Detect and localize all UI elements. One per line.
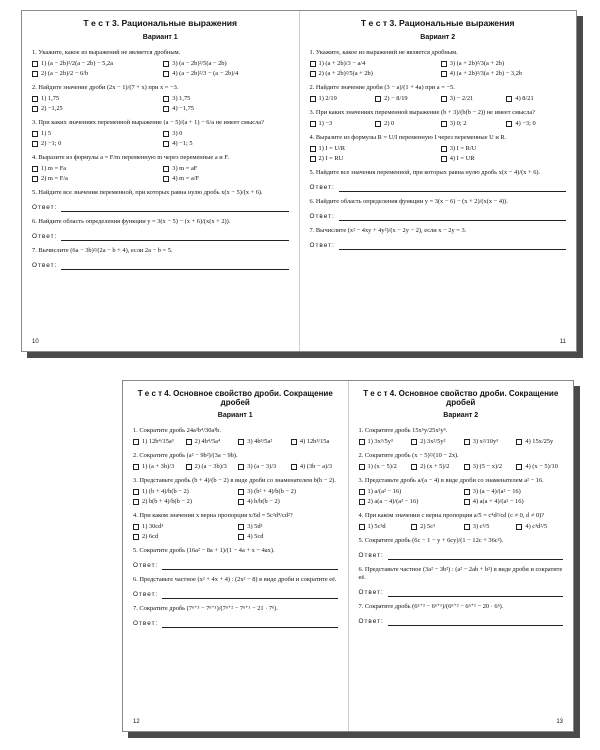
test-title: Т е с т 3. Рациональные выражения bbox=[360, 18, 515, 28]
question-text: 3. Представьте дробь a/(a − 4) в виде дроби со знаменателем a² − 16. bbox=[358, 477, 544, 485]
page-11 bbox=[299, 11, 577, 351]
checkbox[interactable] bbox=[411, 524, 417, 530]
answer-line[interactable] bbox=[162, 593, 337, 599]
page-number: 10 bbox=[32, 338, 39, 345]
checkbox[interactable] bbox=[238, 499, 244, 505]
question-4 bbox=[359, 512, 564, 531]
question-4 bbox=[32, 154, 289, 183]
question-text: 7. Сократите дробь (6ⁿ⁺³ − 6ⁿ⁺¹)/(6ⁿ⁺² − 6ⁿ⁺¹ − 20 · 6ⁿ). bbox=[358, 603, 504, 611]
option-4[interactable]: 4) b/b(b − 2) bbox=[238, 498, 337, 506]
checkbox[interactable] bbox=[186, 464, 192, 470]
question-text: 7. Сократите дробь (7ⁿ⁺³ − 7ⁿ⁺¹)/(7ⁿ⁺² − 7ⁿ⁺¹ − 21 · 7ⁿ). bbox=[133, 605, 278, 613]
option-4[interactable]: 4) −1; 5 bbox=[163, 140, 288, 148]
answer-options bbox=[32, 130, 289, 148]
option-3[interactable]: 3) I = R/U bbox=[441, 145, 566, 153]
answer-field[interactable]: Ответ: bbox=[133, 620, 338, 628]
question-text: 1. Сократите дробь 24a²b⁴/30a³b. bbox=[133, 427, 221, 435]
checkbox[interactable] bbox=[163, 141, 169, 147]
checkbox[interactable] bbox=[186, 439, 192, 445]
checkbox[interactable] bbox=[516, 524, 522, 530]
answer-field[interactable]: Ответ: bbox=[32, 262, 289, 270]
checkbox[interactable] bbox=[441, 156, 447, 162]
question-1 bbox=[359, 427, 564, 446]
question-text: 1. Укажите, какое из выражений не является дробным. bbox=[309, 48, 458, 56]
checkbox[interactable] bbox=[163, 71, 169, 77]
question-7 bbox=[310, 227, 567, 250]
bottom-page-spread bbox=[122, 380, 574, 732]
question-text: 4. При каком значении c верна пропорция a/5 = c⁴d²/cd (c ≠ 0, d ≠ 0)? bbox=[358, 512, 545, 520]
question-7 bbox=[32, 247, 289, 270]
question-4 bbox=[310, 134, 567, 163]
question-3 bbox=[359, 477, 564, 506]
page-number: 11 bbox=[559, 338, 566, 345]
option-4[interactable]: 4) (a + 2b)²/3(a + 2b) − 3,2b bbox=[441, 70, 566, 78]
option-1[interactable]: 1) (a + 3b)/3 bbox=[133, 463, 180, 471]
answer-options bbox=[310, 95, 567, 103]
answer-options bbox=[310, 145, 567, 163]
question-6 bbox=[133, 576, 338, 599]
question-text: 4. Выразите из формулы a = F/m переменную m через переменные a и F. bbox=[32, 153, 229, 161]
checkbox[interactable] bbox=[359, 499, 365, 505]
answer-options bbox=[32, 165, 289, 183]
answer-line[interactable] bbox=[61, 235, 288, 241]
question-5 bbox=[32, 189, 289, 212]
option-3[interactable]: 3) (a − 2b)²/5(a − 2b) bbox=[163, 60, 288, 68]
question-text: 2. Найдите значение дроби (3 − a)/(1 + 4a) при a = −5. bbox=[309, 83, 455, 91]
answer-line[interactable] bbox=[388, 620, 563, 626]
checkbox[interactable] bbox=[32, 166, 38, 172]
question-1 bbox=[310, 49, 567, 78]
checkbox[interactable] bbox=[506, 121, 512, 127]
checkbox[interactable] bbox=[291, 439, 297, 445]
checkbox[interactable] bbox=[359, 464, 365, 470]
option-1[interactable]: 1) m = Fa bbox=[32, 165, 157, 173]
option-4[interactable]: 4) c³d²/5 bbox=[516, 523, 563, 531]
question-text: 6. Представьте частное (x² + 4x + 4) : (2x² − 8) в виде дроби и сократите её. bbox=[133, 576, 337, 584]
checkbox[interactable] bbox=[32, 71, 38, 77]
answer-field[interactable]: Ответ: bbox=[310, 242, 567, 250]
question-5 bbox=[133, 547, 338, 570]
option-3[interactable]: 3) 1,75 bbox=[163, 95, 288, 103]
question-text: 7. Вычислите (6a − 3b)²/(2a − b + 4), если 2a − b = 5. bbox=[32, 246, 173, 254]
checkbox[interactable] bbox=[464, 464, 470, 470]
option-1[interactable]: 1) a/(a² − 16) bbox=[359, 488, 458, 496]
option-3[interactable]: 3) − 2/21 bbox=[441, 95, 501, 103]
checkbox[interactable] bbox=[375, 121, 381, 127]
question-text: 5. Найдите все значения переменной, при которых равна нулю дробь x(x − 5)/(x + 6). bbox=[32, 188, 263, 196]
checkbox[interactable] bbox=[310, 71, 316, 77]
question-text: 6. Найдите область определения функции y = 3(x − 6) − (x + 2)/(x(x − 4)). bbox=[309, 197, 508, 205]
checkbox[interactable] bbox=[163, 106, 169, 112]
option-2[interactable]: 2) (a − 2b)/2 − 6/b bbox=[32, 70, 157, 78]
option-2[interactable]: 2) b(b + 4)/b(b − 2) bbox=[133, 498, 232, 506]
option-4[interactable]: 4) a(a + 4)/(a² − 16) bbox=[464, 498, 563, 506]
option-4[interactable]: 4) 12b³/15a bbox=[291, 438, 338, 446]
question-text: 4. При каком значении x верна пропорция x/6d = 5c²d⁴/cd²? bbox=[133, 512, 293, 520]
question-5 bbox=[310, 169, 567, 192]
checkbox[interactable] bbox=[238, 534, 244, 540]
question-3 bbox=[32, 119, 289, 148]
question-text: 2. Сократите дробь (x − 5)²/(10 − 2x). bbox=[358, 452, 459, 460]
question-text: 3. При каких значениях переменной выражение (b + 3)/(b(b − 2)) не имеет смысла? bbox=[309, 108, 536, 116]
question-7 bbox=[133, 605, 338, 628]
answer-line[interactable] bbox=[61, 206, 288, 212]
variant-heading: Вариант 2 bbox=[420, 33, 456, 41]
answer-options bbox=[359, 523, 564, 531]
checkbox[interactable] bbox=[163, 96, 169, 102]
checkbox[interactable] bbox=[464, 524, 470, 530]
checkbox[interactable] bbox=[238, 439, 244, 445]
answer-field[interactable]: Ответ: bbox=[32, 204, 289, 212]
checkbox[interactable] bbox=[133, 534, 139, 540]
option-1[interactable]: 1) 5c³d bbox=[359, 523, 406, 531]
checkbox[interactable] bbox=[441, 71, 447, 77]
checkbox[interactable] bbox=[163, 176, 169, 182]
answer-field[interactable]: Ответ: bbox=[310, 184, 567, 192]
question-text: 2. Найдите значение дроби (2x − 1)/(7 + x) при x = −3. bbox=[32, 83, 179, 91]
checkbox[interactable] bbox=[238, 464, 244, 470]
option-4[interactable]: 4) I = UR bbox=[441, 155, 566, 163]
option-3[interactable]: 3) c³/5 bbox=[464, 523, 511, 531]
option-2[interactable]: 2) (x + 5)/2 bbox=[411, 463, 458, 471]
answer-line[interactable] bbox=[388, 554, 563, 560]
answer-line[interactable] bbox=[61, 264, 288, 270]
question-3 bbox=[133, 477, 338, 506]
variant-heading: Вариант 1 bbox=[142, 33, 178, 41]
option-4[interactable]: 4) (3b − a)/3 bbox=[291, 463, 338, 471]
checkbox[interactable] bbox=[411, 464, 417, 470]
option-4[interactable]: 4) −3; 0 bbox=[506, 120, 566, 128]
top-page-spread bbox=[21, 10, 577, 352]
test-title: Т е с т 3. Рациональные выражения bbox=[83, 18, 238, 28]
option-2[interactable]: 2) (a − 3b)/3 bbox=[186, 463, 233, 471]
page-number: 13 bbox=[556, 718, 563, 725]
question-1 bbox=[32, 49, 289, 78]
question-2 bbox=[310, 84, 567, 103]
answer-field[interactable]: Ответ: bbox=[133, 591, 338, 599]
question-text: 5. Сократите дробь (6c − 1 − y + 6cy)/(1 − 12c + 36c²). bbox=[358, 537, 504, 545]
option-1[interactable]: 1) I = U/R bbox=[310, 145, 435, 153]
question-text: 5. Найдите все значения переменной, при которых равна нулю дробь x(x − 4)/(x + 6). bbox=[309, 168, 541, 176]
option-2[interactable]: 2) (a + 2b)²/5(a + 2b) bbox=[310, 70, 435, 78]
checkbox[interactable] bbox=[163, 61, 169, 67]
answer-options bbox=[133, 438, 338, 446]
checkbox[interactable] bbox=[441, 121, 447, 127]
option-4[interactable]: 4) (a − 2b)²/3 − (a − 2b)/4 bbox=[163, 70, 288, 78]
answer-line[interactable] bbox=[388, 591, 563, 597]
answer-line[interactable] bbox=[162, 564, 337, 570]
answer-options bbox=[359, 438, 564, 446]
option-1[interactable]: 1) (x − 5)/2 bbox=[359, 463, 406, 471]
variant-heading: Вариант 2 bbox=[443, 412, 479, 420]
question-text: 3. Представьте дробь (b + 4)/(b − 2) в виде дроби со знаменателем b(b − 2). bbox=[133, 477, 336, 485]
question-1 bbox=[133, 427, 338, 446]
option-3[interactable]: 3) m = aF bbox=[163, 165, 288, 173]
option-4[interactable]: 4) 5cd bbox=[238, 533, 337, 541]
option-3[interactable]: 3) 0 bbox=[163, 130, 288, 138]
question-4 bbox=[133, 512, 338, 541]
option-1[interactable]: 1) 1,75 bbox=[32, 95, 157, 103]
option-3[interactable]: 3) (b² + 4)/b(b − 2) bbox=[238, 488, 337, 496]
question-text: 5. Сократите дробь (16a² − 8a + 1)/(1 − 4a + x − 4ax). bbox=[133, 547, 275, 555]
answer-options bbox=[32, 60, 289, 78]
page-number: 12 bbox=[133, 718, 140, 725]
checkbox[interactable] bbox=[506, 96, 512, 102]
option-1[interactable]: 1) 12b⁴/15a³ bbox=[133, 438, 180, 446]
checkbox[interactable] bbox=[359, 524, 365, 530]
checkbox[interactable] bbox=[516, 439, 522, 445]
checkbox[interactable] bbox=[291, 464, 297, 470]
question-text: 2. Сократите дробь (a² − 9b²)/(3a − 9b). bbox=[133, 452, 238, 460]
checkbox[interactable] bbox=[310, 146, 316, 152]
option-3[interactable]: 3) (a + 2b)²/3(a + 2b) bbox=[441, 60, 566, 68]
option-3[interactable]: 3) 5d³ bbox=[238, 523, 337, 531]
option-2[interactable]: 2) 4b⁴/5a⁴ bbox=[186, 438, 233, 446]
option-4[interactable]: 4) m = a/F bbox=[163, 175, 288, 183]
option-1[interactable]: 1) −3 bbox=[310, 120, 370, 128]
page-12 bbox=[123, 381, 348, 731]
option-3[interactable]: 3) 4b³/5a² bbox=[238, 438, 285, 446]
answer-field[interactable]: Ответ: bbox=[359, 618, 564, 626]
checkbox[interactable] bbox=[133, 464, 139, 470]
checkbox[interactable] bbox=[32, 106, 38, 112]
option-4[interactable]: 4) −1,75 bbox=[163, 105, 288, 113]
question-text: 6. Представьте частное (3a² − 3b²) : (a² − 2ab + b²) в виде дроби и сократите её. bbox=[358, 566, 563, 582]
option-2[interactable]: 2) 3x²/5y² bbox=[411, 438, 458, 446]
checkbox[interactable] bbox=[163, 131, 169, 137]
checkbox[interactable] bbox=[441, 146, 447, 152]
test-title: Т е с т 4. Основное свойство дроби. Сокращение дробей bbox=[363, 389, 559, 408]
option-2[interactable]: 2) −1; 0 bbox=[32, 140, 157, 148]
checkbox[interactable] bbox=[163, 166, 169, 172]
answer-line[interactable] bbox=[162, 622, 337, 628]
option-4[interactable]: 4) 15x/25y bbox=[516, 438, 563, 446]
checkbox[interactable] bbox=[516, 464, 522, 470]
question-2 bbox=[359, 452, 564, 471]
option-3[interactable]: 3) 0; 2 bbox=[441, 120, 501, 128]
checkbox[interactable] bbox=[32, 141, 38, 147]
checkbox[interactable] bbox=[238, 524, 244, 530]
checkbox[interactable] bbox=[359, 439, 365, 445]
test-title: Т е с т 4. Основное свойство дроби. Сокращение дробей bbox=[137, 389, 333, 408]
checkbox[interactable] bbox=[133, 489, 139, 495]
option-1[interactable]: 1) (b + 4)/b(b − 2) bbox=[133, 488, 232, 496]
question-3 bbox=[310, 109, 567, 128]
answer-field[interactable]: Ответ: bbox=[359, 552, 564, 560]
option-1[interactable]: 1) 2/19 bbox=[310, 95, 370, 103]
option-2[interactable]: 2) −1,25 bbox=[32, 105, 157, 113]
option-3[interactable]: 3) x²/10y³ bbox=[464, 438, 511, 446]
question-text: 4. Выразите из формулы R = U/I переменную I через переменные U и R. bbox=[309, 133, 507, 141]
option-4[interactable]: 4) (x − 5)/10 bbox=[516, 463, 563, 471]
answer-options bbox=[310, 120, 567, 128]
question-text: 1. Сократите дробь 15x⁵y/25x²y³. bbox=[358, 427, 448, 435]
checkbox[interactable] bbox=[441, 61, 447, 67]
question-5 bbox=[359, 537, 564, 560]
answer-options bbox=[310, 60, 567, 78]
option-3[interactable]: 3) (a − 4)/(a² − 16) bbox=[464, 488, 563, 496]
checkbox[interactable] bbox=[310, 61, 316, 67]
question-2 bbox=[32, 84, 289, 113]
answer-line[interactable] bbox=[339, 244, 566, 250]
option-1[interactable]: 1) (a + 2b)/3 − a/4 bbox=[310, 60, 435, 68]
answer-options bbox=[133, 523, 338, 541]
question-6 bbox=[32, 218, 289, 241]
checkbox[interactable] bbox=[32, 96, 38, 102]
checkbox[interactable] bbox=[359, 489, 365, 495]
answer-field[interactable]: Ответ: bbox=[359, 589, 564, 597]
checkbox[interactable] bbox=[238, 489, 244, 495]
question-7 bbox=[359, 603, 564, 626]
question-text: 6. Найдите область определения функции y = 3(x − 5) − (x + 6)/(x(x + 2)). bbox=[32, 217, 231, 225]
checkbox[interactable] bbox=[464, 439, 470, 445]
checkbox[interactable] bbox=[464, 489, 470, 495]
question-text: 7. Вычислите (x² − 4xy + 4y²)/(x − 2y − 2), если x − 2y = 3. bbox=[309, 226, 467, 234]
answer-field[interactable]: Ответ: bbox=[32, 233, 289, 241]
checkbox[interactable] bbox=[32, 176, 38, 182]
option-3[interactable]: 3) (a − 3)/3 bbox=[238, 463, 285, 471]
checkbox[interactable] bbox=[375, 96, 381, 102]
option-3[interactable]: 3) (5 − x)/2 bbox=[464, 463, 511, 471]
answer-options bbox=[359, 463, 564, 471]
option-1[interactable]: 1) (a − 2b)²/2(a − 2b) − 5,2a bbox=[32, 60, 157, 68]
answer-field[interactable]: Ответ: bbox=[133, 562, 338, 570]
option-1[interactable]: 1) 3x³/5y³ bbox=[359, 438, 406, 446]
checkbox[interactable] bbox=[411, 439, 417, 445]
checkbox[interactable] bbox=[133, 524, 139, 530]
checkbox[interactable] bbox=[441, 96, 447, 102]
answer-line[interactable] bbox=[339, 215, 566, 221]
checkbox[interactable] bbox=[32, 131, 38, 137]
option-2[interactable]: 2) 0 bbox=[375, 120, 435, 128]
answer-options bbox=[32, 95, 289, 113]
option-1[interactable]: 1) 30cd³ bbox=[133, 523, 232, 531]
checkbox[interactable] bbox=[464, 499, 470, 505]
option-2[interactable]: 2) − 8/19 bbox=[375, 95, 435, 103]
option-2[interactable]: 2) I = RU bbox=[310, 155, 435, 163]
checkbox[interactable] bbox=[310, 96, 316, 102]
checkbox[interactable] bbox=[32, 61, 38, 67]
option-4[interactable]: 4) 8/21 bbox=[506, 95, 566, 103]
question-2 bbox=[133, 452, 338, 471]
option-2[interactable]: 2) a(a − 4)/(a² − 16) bbox=[359, 498, 458, 506]
option-2[interactable]: 2) m = F/a bbox=[32, 175, 157, 183]
option-1[interactable]: 1) 5 bbox=[32, 130, 157, 138]
option-2[interactable]: 2) 5c³ bbox=[411, 523, 458, 531]
question-6 bbox=[359, 566, 564, 597]
page-13 bbox=[348, 381, 574, 731]
question-text: 1. Укажите, какое из выражений не является дробным. bbox=[32, 48, 181, 56]
answer-options bbox=[133, 488, 338, 506]
answer-options bbox=[133, 463, 338, 471]
checkbox[interactable] bbox=[310, 121, 316, 127]
answer-line[interactable] bbox=[339, 186, 566, 192]
page-10 bbox=[22, 11, 299, 351]
checkbox[interactable] bbox=[310, 156, 316, 162]
answer-options bbox=[359, 488, 564, 506]
option-2[interactable]: 2) 6cd bbox=[133, 533, 232, 541]
answer-field[interactable]: Ответ: bbox=[310, 213, 567, 221]
checkbox[interactable] bbox=[133, 499, 139, 505]
question-text: 3. При каких значениях переменной выражение (a − 5)/(a + 1) − 6/a не имеет смысла? bbox=[32, 118, 264, 126]
variant-heading: Вариант 1 bbox=[217, 412, 253, 420]
question-6 bbox=[310, 198, 567, 221]
checkbox[interactable] bbox=[133, 439, 139, 445]
